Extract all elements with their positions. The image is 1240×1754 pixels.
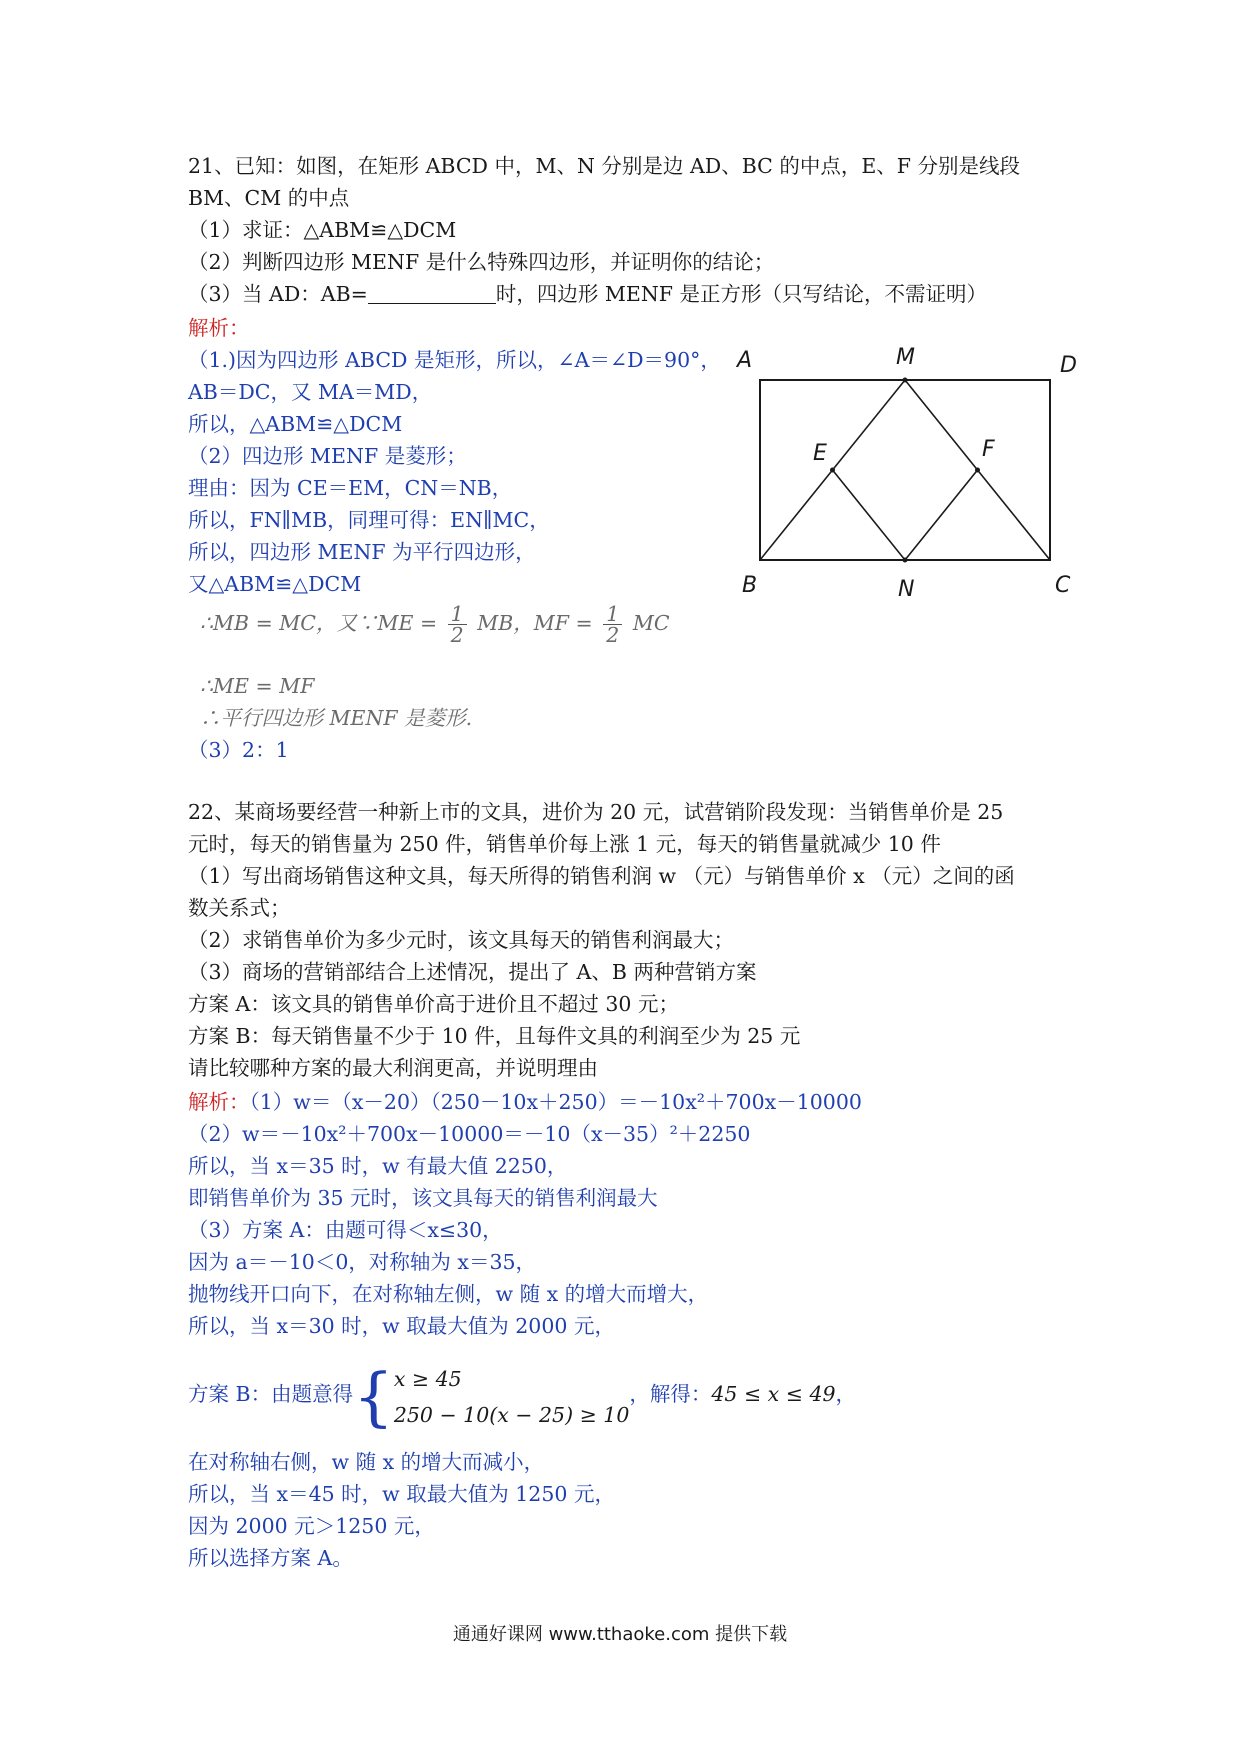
label-e: E [813, 441, 827, 466]
scan1-c: MC [632, 611, 670, 635]
fraction-half-1 [448, 604, 467, 645]
system-line-2: 250 − 10(x − 25) ≥ 10 [393, 1403, 630, 1427]
q21-sol-8: 又△ABM≌△DCM [188, 572, 362, 596]
q22-line-4: 数关系式； [188, 896, 291, 920]
q21-line-2: BM、CM 的中点 [188, 186, 350, 210]
q21-sol-2: AB＝DC，又 MA＝MD， [188, 380, 433, 404]
q21-sol-7: 所以，四边形 MENF 为平行四边形， [188, 540, 536, 564]
q22-sol-3: 所以，当 x＝35 时，w 有最大值 2250， [188, 1154, 568, 1178]
frac-denominator: 2 [450, 623, 464, 647]
q22-line-1: 22、某商场要经营一种新上市的文具，进价为 20 元，试营销阶段发现：当销售单价是 25 [188, 800, 1004, 824]
q22-sol-4: 即销售单价为 35 元时，该文具每天的销售利润最大 [188, 1186, 658, 1210]
scanned-line-3: ∴平行四边形 MENF 是菱形. [200, 706, 473, 730]
frac-numerator: 1 [448, 604, 467, 625]
label-n: N [898, 577, 915, 602]
q21-sol-4: （2）四边形 MENF 是菱形； [188, 444, 467, 468]
label-d: D [1060, 353, 1077, 378]
q22-line-6: （3）商场的营销部结合上述情况，提出了 A、B 两种营销方案 [188, 960, 757, 984]
page-footer: 通通好课网 www.tthaoke.com 提供下载 [452, 1624, 788, 1645]
q22-sol-2: （2）w＝－10x²＋700x－10000＝－10（x－35）²＋2250 [188, 1122, 751, 1146]
label-a: A [737, 348, 753, 373]
q22-sol-1: （1）w＝（x－20）（250－10x＋250）＝－10x²＋700x－10000 [249, 1090, 862, 1114]
q22-sol-5: （3）方案 A：由题可得＜x≤30， [188, 1218, 503, 1242]
q22-sol-9-line [188, 1356, 856, 1434]
q22-sol-9-c: 45 ≤ x ≤ 49 [711, 1382, 836, 1406]
label-m: M [896, 345, 915, 370]
label-b: B [742, 573, 758, 598]
q21-part-2: （2）判断四边形 MENF 是什么特殊四边形，并证明你的结论； [188, 250, 775, 274]
inequality-system [353, 1358, 629, 1434]
segment-en [833, 470, 906, 560]
q22-line-7: 方案 A：该文具的销售单价高于进价且不超过 30 元； [188, 992, 679, 1016]
q22-line-2: 元时，每天的销售量为 250 件，销售单价每上涨 1 元，每天的销售量就减少 10 件 [188, 832, 941, 856]
q21-sol-3: 所以，△ABM≌△DCM [188, 412, 403, 436]
system-line-1: x ≥ 45 [393, 1367, 462, 1391]
point-m [903, 378, 908, 383]
q21-solution-label: 解析： [188, 316, 250, 340]
q22-sol-10: 在对称轴右侧，w 随 x 的增大而减小， [188, 1450, 545, 1474]
label-f: F [982, 437, 995, 462]
q22-line-5: （2）求销售单价为多少元时，该文具每天的销售利润最大； [188, 928, 735, 952]
q22-line-8: 方案 B：每天销售量不少于 10 件，且每件文具的利润至少为 25 元 [188, 1024, 801, 1048]
q22-solution-label: 解析： [188, 1090, 250, 1114]
q22-sol-6: 因为 a＝－10＜0，对称轴为 x＝35， [188, 1250, 537, 1274]
frac-denominator: 2 [606, 623, 620, 647]
q21-sol-5: 理由：因为 CE＝EM，CN＝NB， [188, 476, 513, 500]
system-lines [394, 1361, 630, 1433]
q21-sol-1: （1.)因为四边形 ABCD 是矩形，所以，∠A＝∠D＝90°， [188, 348, 721, 372]
left-brace: { [353, 1360, 394, 1434]
rect-abcd [760, 380, 1050, 560]
q21-part-3-b: 时，四边形 MENF 是正方形（只写结论，不需证明） [495, 282, 988, 306]
q21-part-1: （1）求证：△ABM≌△DCM [188, 218, 457, 242]
q22-line-3: （1）写出商场销售这种文具，每天所得的销售利润 w （元）与销售单价 x （元）之间的函 [188, 864, 1015, 888]
scanned-line-1 [200, 604, 670, 645]
frac-numerator: 1 [603, 604, 622, 625]
q22-line-9: 请比较哪种方案的最大利润更高，并说明理由 [188, 1056, 598, 1080]
q22-sol-9-a: 方案 B：由题意得 [188, 1382, 354, 1406]
q21-part-3 [188, 278, 987, 310]
segment-nf [905, 470, 978, 560]
q22-sol-8: 所以，当 x＝30 时，w 取最大值为 2000 元， [188, 1314, 615, 1338]
q22-sol-11: 所以，当 x＝45 时，w 取最大值为 1250 元， [188, 1482, 615, 1506]
scanned-line-2: ∴ME = MF [200, 674, 315, 698]
q22-sol-13: 所以选择方案 A。 [188, 1546, 353, 1570]
q21-part-3-a: （3）当 AD：AB= [188, 282, 368, 306]
point-e [830, 468, 835, 473]
q21-line-1: 21、已知：如图，在矩形 ABCD 中，M、N 分别是边 AD、BC 的中点，E、F 分别是线段 [188, 154, 1021, 178]
q22-sol-9-d: ， [835, 1382, 857, 1406]
answer-blank [368, 283, 496, 304]
label-c: C [1055, 573, 1071, 598]
fraction-half-2 [603, 604, 622, 645]
rectangle-figure [730, 340, 1090, 610]
q22-sol-9-b: ，解得： [629, 1382, 712, 1406]
q22-sol-7: 抛物线开口向下，在对称轴左侧，w 随 x 的增大而增大， [188, 1282, 709, 1306]
q21-sol-9: （3）2：1 [188, 738, 289, 762]
point-f [975, 468, 980, 473]
q22-sol-1-line [188, 1086, 862, 1118]
q21-sol-6: 所以，FN∥MB，同理可得：EN∥MC， [188, 508, 550, 532]
point-n [903, 558, 908, 563]
scan1-a: ∴MB = MC，又∵ME = [200, 611, 438, 635]
scan1-b: MB，MF = [477, 611, 593, 635]
q22-sol-12: 因为 2000 元＞1250 元， [188, 1514, 435, 1538]
